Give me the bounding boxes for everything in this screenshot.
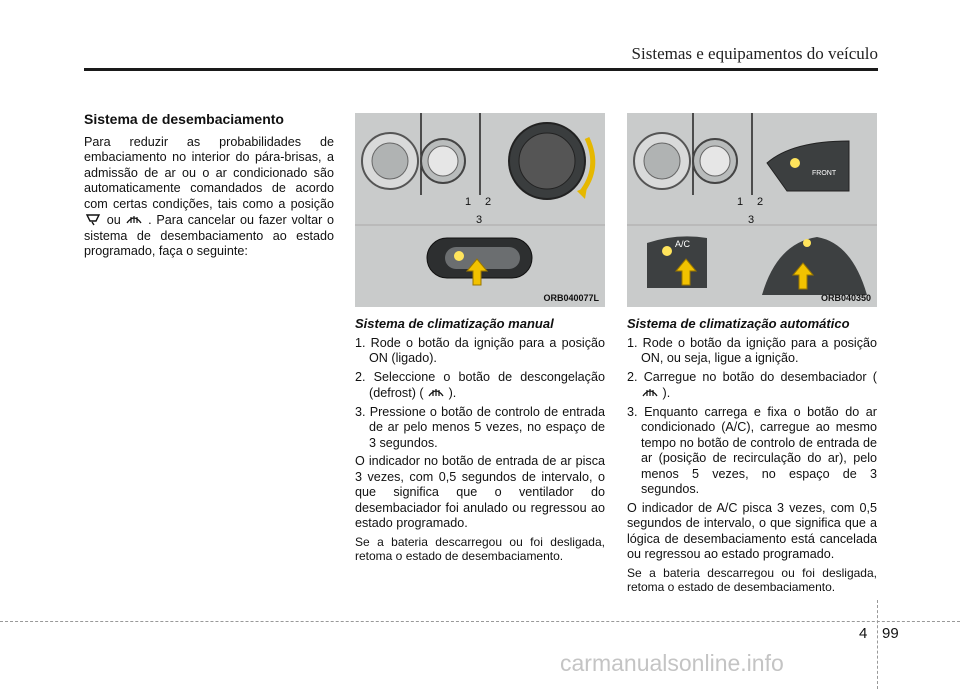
label-3: 3: [748, 214, 755, 226]
manual-heading: Sistema de climatização manual: [355, 316, 554, 331]
auto-column: [627, 316, 877, 598]
label-1: 1: [737, 196, 744, 208]
figure-code: ORB040077L: [543, 293, 599, 303]
manual-climate-figure: [355, 113, 605, 307]
label-2: 2: [757, 196, 764, 208]
manual-para-1: O indicador no botão de entrada de ar pisca 3 vezes, com 0,5 segundos de intervalo, o que significa que o ventilador do desembaciador foi anulado ou regressou ao estado programado.: [355, 454, 605, 530]
header-rule: [84, 68, 878, 71]
footer-dashed-rule: [0, 621, 960, 622]
auto-step-3: 3. Enquanto carrega e fixa o botão do ar condicionado (A/C), carregue ao mesmo tempo no botão de controlo de entrada de ar (posição de recirculação do ar), pelo menos 5 vezes, no espaço de 3 segundos.: [627, 404, 877, 496]
ac-button-label: A/C: [675, 239, 691, 249]
front-defrost-label: FRONT: [812, 170, 837, 177]
intro-text-b: . Para cancelar ou fazer voltar o sistema de desembaciamento ao estado programado, faça o seguinte:: [84, 213, 334, 258]
figure-code: ORB040350: [820, 293, 871, 303]
left-column: [84, 112, 334, 263]
footer-vertical-rule: [877, 600, 878, 689]
auto-step-2-close: ).: [662, 386, 671, 400]
manual-step-2-text: 2. Seleccione o botão de descongelação (defrost) (: [355, 369, 605, 400]
auto-step-2-text: 2. Carregue no botão do desembaciador (: [627, 369, 877, 384]
auto-step-1: 1. Rode o botão da ignição para a posição ON, ou seja, ligue a ignição.: [627, 335, 877, 365]
label-2: 2: [485, 196, 492, 208]
intro-text-or: ou: [106, 213, 121, 227]
manual-step-1: 1. Rode o botão da ignição para a posição ON (ligado).: [355, 335, 605, 365]
windshield-floor-mode-icon: [84, 212, 102, 226]
manual-column: [355, 316, 605, 567]
auto-step-2: [627, 370, 877, 402]
section-heading: Sistema de desembaciamento: [84, 111, 284, 127]
label-3: 3: [476, 214, 483, 226]
intro-text-a: Para reduzir as probabilidades de embaciamento no interior do pára-brisas, a admissão de ar ou o ar condicionado são automaticamente comandados de acordo com certas condições, tais como a posição: [84, 134, 334, 211]
watermark: carmanualsonline.info: [560, 650, 784, 676]
defrost-icon: [641, 385, 659, 399]
page-number: 99: [882, 625, 899, 642]
defrost-icon: [427, 385, 445, 399]
manual-step-2: [355, 370, 605, 402]
manual-step-2-close: ).: [448, 386, 457, 400]
label-1: 1: [465, 196, 472, 208]
auto-heading: Sistema de climatização automático: [627, 316, 850, 331]
manual-para-2: Se a bateria descarregou ou foi desligada, retoma o estado de desembaciamento.: [355, 534, 605, 563]
intro-paragraph: [84, 135, 334, 260]
auto-para-2: Se a bateria descarregou ou foi desligada, retoma o estado de desembaciamento.: [627, 565, 877, 594]
auto-para-1: O indicador de A/C pisca 3 vezes, com 0,5 segundos de intervalo, o que significa que a lógica de desembaciamento está cancelada ou regressou ao estado programado.: [627, 500, 877, 561]
section-header: Sistemas e equipamentos do veículo: [631, 44, 878, 63]
manual-step-3: 3. Pressione o botão de controlo de entrada de ar pelo menos 5 vezes, no espaço de 3 segundos.: [355, 404, 605, 450]
auto-climate-figure: [627, 113, 877, 307]
defrost-icon: [125, 212, 143, 226]
chapter-number: 4: [859, 625, 868, 642]
